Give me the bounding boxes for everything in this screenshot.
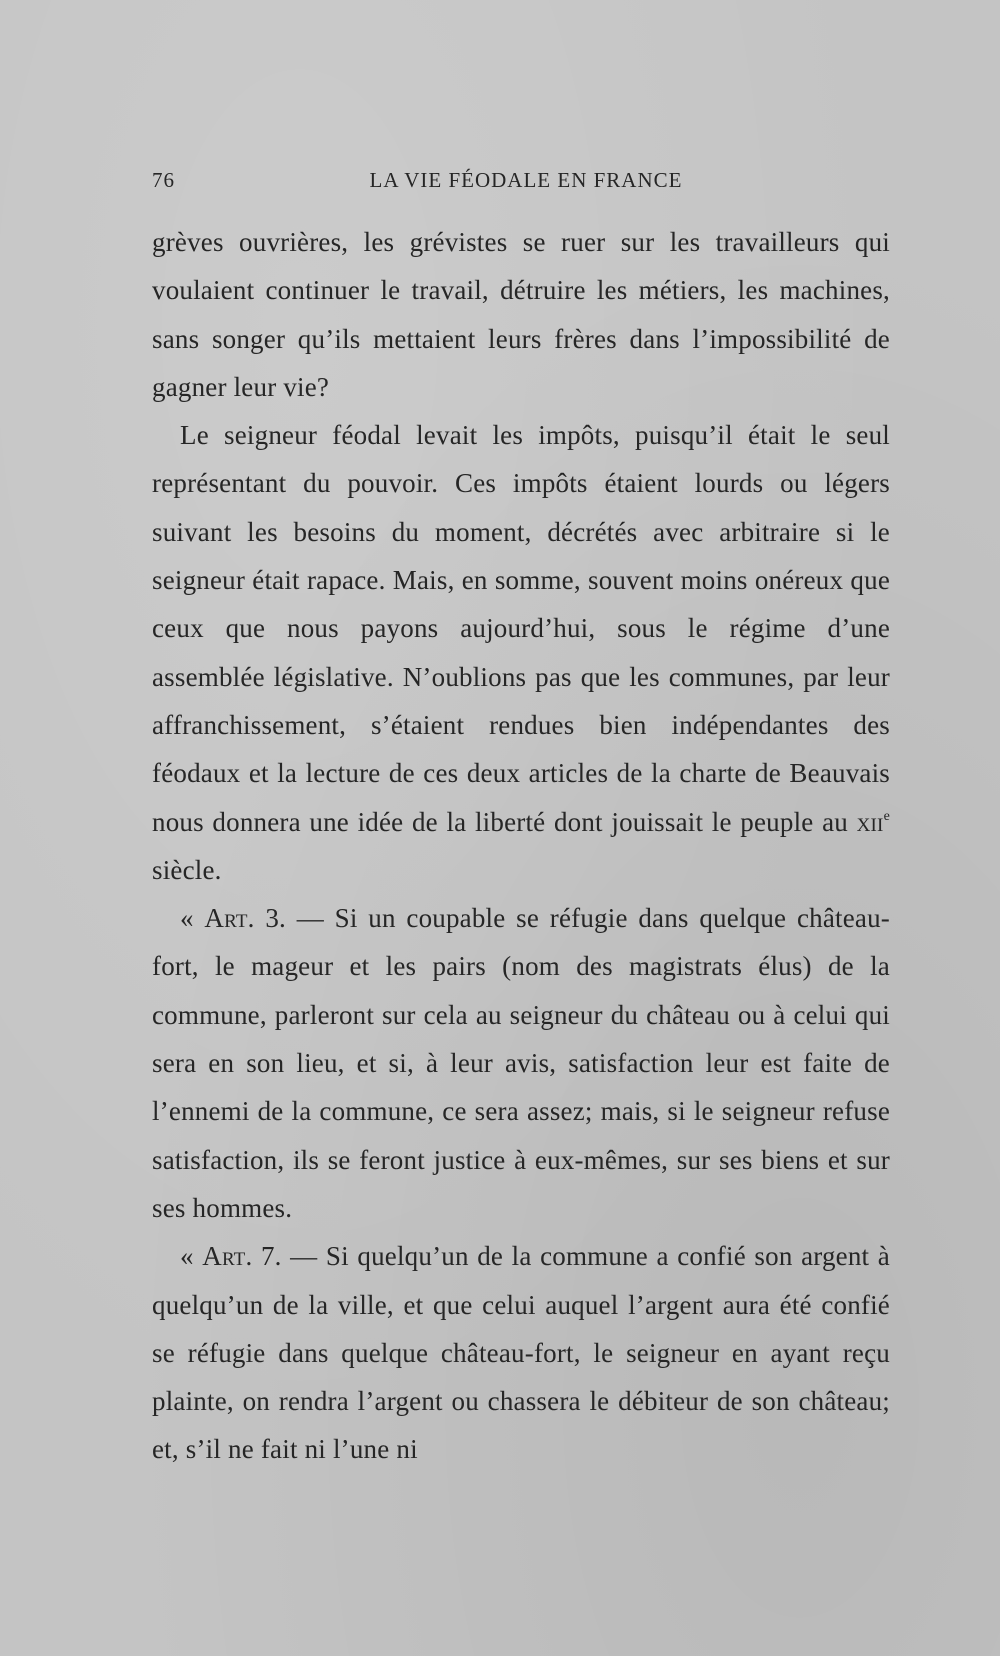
body-text <box>152 218 890 1474</box>
paragraph-text-end: siècle. <box>152 854 222 885</box>
article-text: — Si un coupable se réfugie dans quelque château-fort, le mageur et les pairs (nom des magistrats élus) de la commune, parleront sur cela au seigneur du château ou à celui qui sera en son lieu, et si, à leur avis, satisfaction leur est faite de l’ennemi de la commune, ce sera assez; mais, si le seigneur refuse satisfaction, ils se feront justice à eux-mêmes, sur ses biens et sur ses hommes. <box>152 903 890 1223</box>
article-text: — Si quelqu’un de la commune a confié son argent à quelqu’un de la ville, et que celui auquel l’argent aura été confié se réfugie dans quelque château-fort, le seigneur en ayant reçu plainte, on rendra l’argent ou chassera le débiteur de son château; et, s’il ne fait ni l’une ni <box>152 1241 890 1465</box>
paragraph-feudal-taxes <box>152 411 890 894</box>
article-7-quote <box>152 1232 890 1473</box>
paragraph-continuation <box>152 218 890 411</box>
running-title: LA VIE FÉODALE EN FRANCE <box>369 168 683 192</box>
article-label: Art. 7. <box>202 1241 282 1272</box>
century-superscript: e <box>883 808 890 824</box>
article-3-quote <box>152 894 890 1232</box>
opening-quote: « <box>180 903 205 934</box>
paragraph-text: grèves ouvrières, les grévistes se ruer sur les travailleurs qui voulaient continuer le travail, détruire les métiers, les machines, sans songer qu’ils mettaient leurs frères dans l’impossibilité de gagner leur vie? <box>152 227 890 402</box>
page-number: 76 <box>152 168 175 192</box>
paragraph-text: Le seigneur féodal levait les impôts, puisqu’il était le seul représentant du pouvoir. Ces impôts étaient lourds ou légers suivant les besoins du moment, décrétés avec arbitraire si le seigneur était rapace. Mais, en somme, souvent moins onéreux que ceux que nous payons aujourd’hui, sous le régime d’une assemblée législative. N’oublions pas que les communes, par leur affranchissement, s’étaient rendues bien indépendantes des féodaux et la lecture de ces deux articles de la charte de Beauvais nous donnera une idée de la liberté dont jouissait le peuple au <box>152 420 890 837</box>
opening-quote: « <box>180 1241 203 1272</box>
running-head <box>152 168 890 198</box>
article-label: Art. 3. <box>204 903 286 934</box>
century-numeral: xii <box>856 806 884 837</box>
